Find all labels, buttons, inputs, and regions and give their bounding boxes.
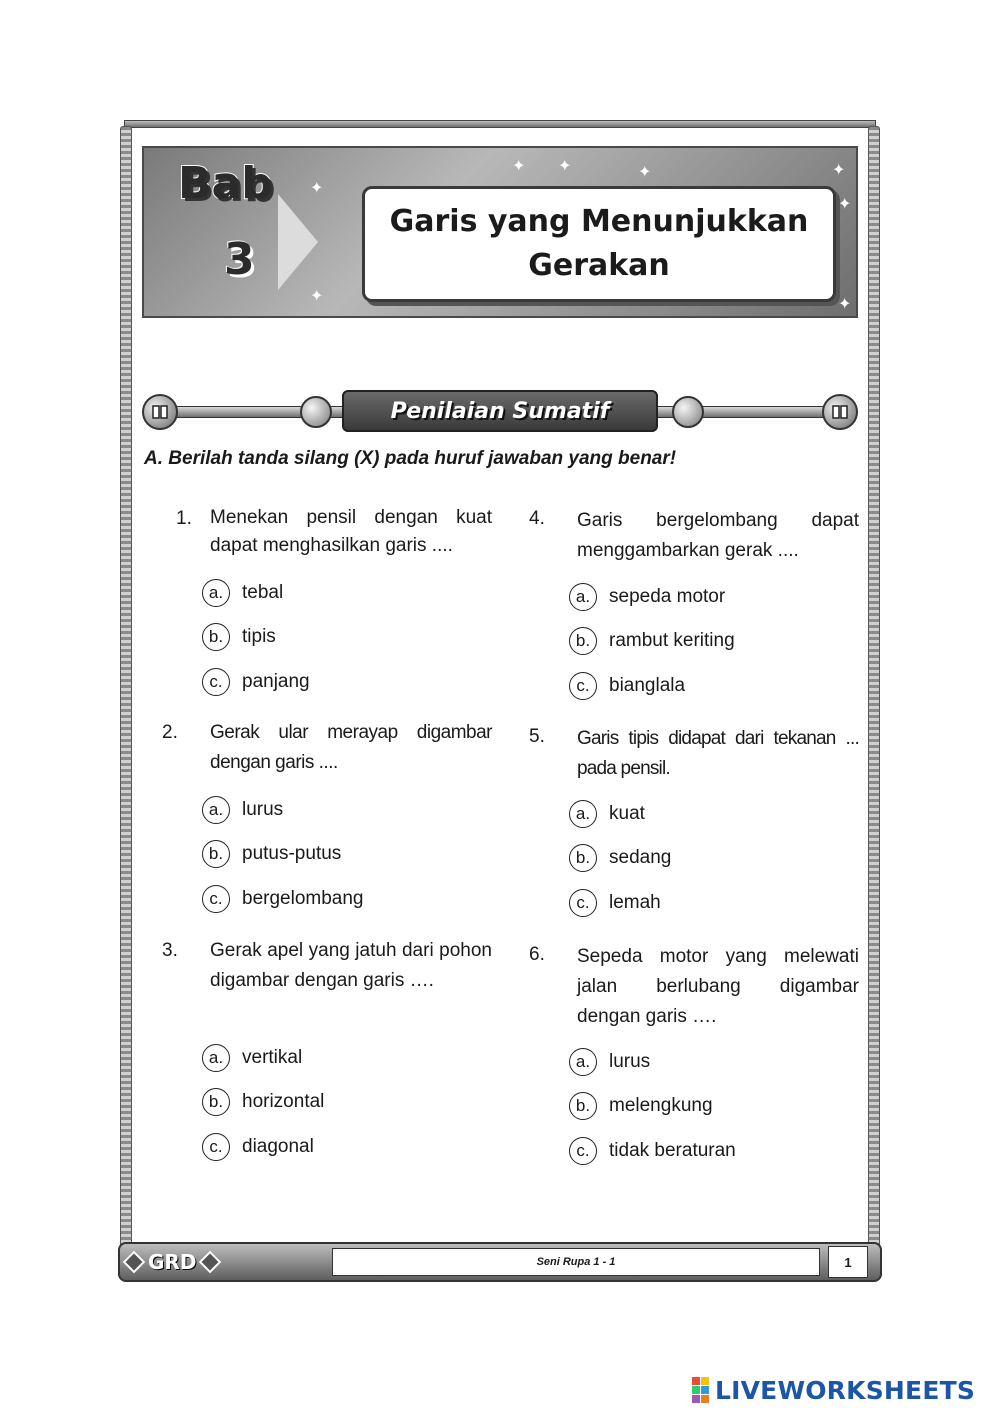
option-letter[interactable]: a. bbox=[569, 1048, 597, 1076]
option-text: tipis bbox=[242, 626, 276, 647]
question-number: 5. bbox=[529, 726, 545, 747]
question-text: Menekan pensil dengan kuat dapat menghasilkan garis .... bbox=[210, 507, 492, 556]
option-letter[interactable]: a. bbox=[569, 800, 597, 828]
option-c[interactable] bbox=[202, 884, 363, 914]
page-number: 1 bbox=[828, 1246, 868, 1278]
question-text: Garis tipis didapat dari tekanan ... pada pensil. bbox=[577, 728, 859, 779]
question-number: 6. bbox=[529, 944, 545, 965]
option-letter[interactable]: b. bbox=[569, 1092, 597, 1120]
option-text: sepeda motor bbox=[609, 586, 726, 607]
option-letter[interactable]: c. bbox=[569, 1137, 597, 1165]
option-letter[interactable]: c. bbox=[202, 885, 230, 913]
option-text: sedang bbox=[609, 847, 672, 868]
banner-dot-left bbox=[300, 396, 332, 428]
option-letter[interactable]: a. bbox=[202, 796, 230, 824]
star-icon: ✦ bbox=[512, 158, 526, 175]
liveworksheets-watermark bbox=[692, 1374, 975, 1406]
star-icon: ✦ bbox=[638, 164, 652, 181]
frame-left-rail bbox=[120, 126, 132, 1266]
option-c[interactable] bbox=[569, 888, 661, 918]
option-letter[interactable]: b. bbox=[202, 623, 230, 651]
star-icon: ✦ bbox=[838, 296, 852, 313]
frame-top-rail bbox=[124, 120, 876, 128]
option-text: lurus bbox=[609, 1051, 651, 1072]
book-icon bbox=[822, 394, 858, 430]
option-c[interactable] bbox=[569, 1136, 736, 1166]
option-text: tebal bbox=[242, 582, 284, 603]
chapter-title-box bbox=[362, 186, 836, 302]
question-text: Sepeda motor yang melewati jalan berlubang digambar dengan garis …. bbox=[577, 946, 859, 1027]
option-text: melengkung bbox=[609, 1095, 713, 1116]
star-icon: ✦ bbox=[558, 158, 572, 175]
option-letter[interactable]: b. bbox=[202, 1088, 230, 1116]
star-icon: ✦ bbox=[310, 180, 324, 197]
option-letter[interactable]: a. bbox=[569, 583, 597, 611]
option-b[interactable] bbox=[202, 1087, 324, 1117]
option-text: diagonal bbox=[242, 1136, 314, 1157]
option-text: tidak beraturan bbox=[609, 1140, 736, 1161]
option-text: rambut keriting bbox=[609, 630, 735, 651]
question-number: 1. bbox=[176, 508, 192, 529]
option-letter[interactable]: b. bbox=[569, 627, 597, 655]
question-text: Gerak ular merayap digambar dengan garis .... bbox=[210, 722, 492, 773]
star-icon: ✦ bbox=[838, 196, 852, 213]
option-a[interactable] bbox=[569, 1047, 650, 1077]
option-letter[interactable]: b. bbox=[202, 840, 230, 868]
section-title: Penilaian Sumatif bbox=[342, 390, 658, 432]
option-text: horizontal bbox=[242, 1091, 325, 1112]
question-number: 4. bbox=[529, 508, 545, 529]
liveworksheets-logo-icon bbox=[692, 1377, 709, 1403]
footer-brand bbox=[126, 1246, 276, 1278]
option-text: bianglala bbox=[609, 675, 686, 696]
option-letter[interactable]: c. bbox=[569, 672, 597, 700]
chapter-header bbox=[142, 146, 858, 318]
chapter-badge bbox=[158, 154, 318, 314]
chapter-number: 3 bbox=[224, 234, 255, 285]
star-icon: ✦ bbox=[310, 288, 324, 305]
chapter-label: Bab bbox=[178, 158, 273, 209]
book-icon bbox=[142, 394, 178, 430]
option-b[interactable] bbox=[569, 1091, 713, 1121]
option-c[interactable] bbox=[569, 671, 685, 701]
option-letter[interactable]: a. bbox=[202, 579, 230, 607]
option-letter[interactable]: c. bbox=[569, 889, 597, 917]
option-b[interactable] bbox=[202, 839, 341, 869]
option-letter[interactable]: c. bbox=[202, 668, 230, 696]
option-a[interactable] bbox=[569, 799, 645, 829]
option-c[interactable] bbox=[202, 667, 310, 697]
option-b[interactable] bbox=[569, 626, 735, 656]
option-a[interactable] bbox=[202, 795, 283, 825]
question-text: Gerak apel yang jatuh dari pohon digambar dengan garis …. bbox=[210, 940, 492, 991]
option-b[interactable] bbox=[569, 843, 671, 873]
option-c[interactable] bbox=[202, 1132, 314, 1162]
option-text: lemah bbox=[609, 892, 661, 913]
footer-subject: Seni Rupa 1 - 1 bbox=[332, 1248, 820, 1276]
option-text: vertikal bbox=[242, 1047, 303, 1068]
section-banner bbox=[142, 390, 858, 436]
option-letter[interactable]: a. bbox=[202, 1044, 230, 1072]
watermark-text: LIVEWORKSHEETS bbox=[715, 1375, 976, 1405]
question-text: Garis bergelombang dapat menggambarkan gerak .... bbox=[577, 510, 859, 561]
option-b[interactable] bbox=[202, 622, 276, 652]
option-letter[interactable]: b. bbox=[569, 844, 597, 872]
option-text: lurus bbox=[242, 799, 284, 820]
option-text: bergelombang bbox=[242, 888, 364, 909]
chevron-right-icon bbox=[278, 194, 318, 290]
option-letter[interactable]: c. bbox=[202, 1133, 230, 1161]
page-footer bbox=[118, 1240, 882, 1284]
banner-dot-right bbox=[672, 396, 704, 428]
chapter-title: Garis yang Menunjukkan Gerakan bbox=[389, 204, 809, 283]
option-text: kuat bbox=[609, 803, 645, 824]
diamond-icon bbox=[199, 1251, 222, 1274]
instruction-text: A. Berilah tanda silang (X) pada huruf jawaban yang benar! bbox=[144, 448, 677, 469]
option-text: panjang bbox=[242, 671, 310, 692]
question-number: 3. bbox=[162, 940, 178, 961]
option-a[interactable] bbox=[202, 578, 283, 608]
option-text: putus-putus bbox=[242, 843, 342, 864]
frame-right-rail bbox=[868, 126, 880, 1266]
brand-name: GRD bbox=[148, 1250, 197, 1274]
option-a[interactable] bbox=[569, 582, 725, 612]
star-icon: ✦ bbox=[832, 162, 846, 179]
option-a[interactable] bbox=[202, 1043, 302, 1073]
diamond-icon bbox=[123, 1251, 146, 1274]
question-number: 2. bbox=[162, 722, 178, 743]
